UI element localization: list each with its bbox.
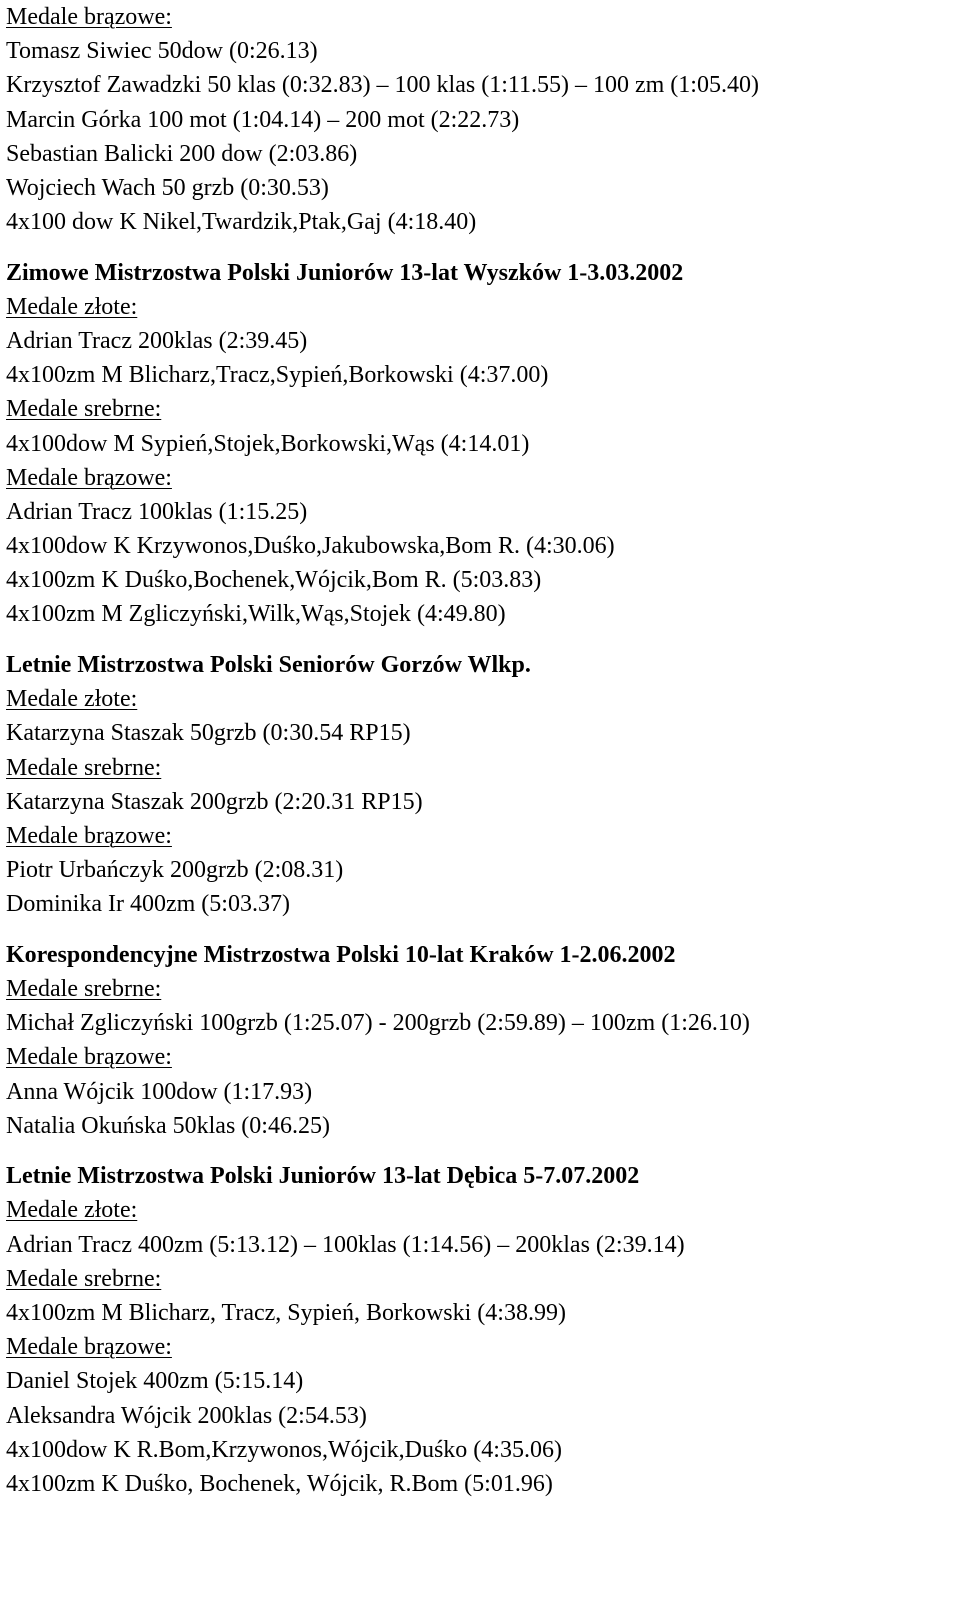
medal-group-label-row <box>6 751 954 785</box>
result-entry: Sebastian Balicki 200 dow (2:03.86) <box>6 140 358 167</box>
medal-group-label-row <box>6 1330 954 1364</box>
medal-label: Medale złote: <box>6 1197 138 1224</box>
result-entry: Adrian Tracz 100klas (1:15.25) <box>6 498 308 525</box>
result-entry: Wojciech Wach 50 grzb (0:30.53) <box>6 174 329 201</box>
result-entry: 4x100zm M Blicharz, Tracz, Sypień, Borkowski (4:38.99) <box>6 1299 566 1326</box>
medal-group-label-row <box>6 682 954 716</box>
result-entry: 4x100zm M Blicharz,Tracz,Sypień,Borkowski (4:37.00) <box>6 362 549 389</box>
result-entry: 4x100dow M Sypień,Stojek,Borkowski,Wąs (4:14.01) <box>6 430 530 457</box>
result-entry: 4x100dow K Krzywonos,Duśko,Jakubowska,Bom R. (4:30.06) <box>6 533 615 560</box>
document-page <box>6 0 954 1501</box>
result-entry: Marcin Górka 100 mot (1:04.14) – 200 mot (2:22.73) <box>6 106 520 133</box>
result-entry: 4x100zm K Duśko, Bochenek, Wójcik, R.Bom (5:01.96) <box>6 1470 553 1497</box>
result-entry: Tomasz Siwiec 50dow (0:26.13) <box>6 38 318 65</box>
medal-label: Medale brązowe: <box>6 464 172 491</box>
medal-group-label-row <box>6 1262 954 1296</box>
section-gap <box>6 632 954 648</box>
medal-label: Medale srebrne: <box>6 754 162 781</box>
medal-label: Medale srebrne: <box>6 396 162 423</box>
result-entry: Katarzyna Staszak 200grzb (2:20.31 RP15) <box>6 788 423 815</box>
medal-group-label-row <box>6 0 954 34</box>
result-entry: Adrian Tracz 400zm (5:13.12) – 100klas (1:14.56) – 200klas (2:39.14) <box>6 1231 685 1258</box>
section-heading: Zimowe Mistrzostwa Polski Juniorów 13-lat Wyszków 1-3.03.2002 <box>6 259 684 286</box>
medal-group-label-row <box>6 392 954 426</box>
medal-label: Medale brązowe: <box>6 4 172 30</box>
medal-label: Medale srebrne: <box>6 975 162 1002</box>
result-entry: Piotr Urbańczyk 200grzb (2:08.31) <box>6 857 344 884</box>
section-heading: Letnie Mistrzostwa Polski Seniorów Gorzów Wlkp. <box>6 651 531 678</box>
section-gap <box>6 1143 954 1159</box>
medal-group-label-row <box>6 461 954 495</box>
medal-group-label-row <box>6 972 954 1006</box>
section-heading: Letnie Mistrzostwa Polski Juniorów 13-lat Dębica 5-7.07.2002 <box>6 1163 640 1190</box>
section-gap <box>6 239 954 255</box>
section-gap <box>6 921 954 937</box>
result-entry: Michał Zgliczyński 100grzb (1:25.07) - 200grzb (2:59.89) – 100zm (1:26.10) <box>6 1010 750 1037</box>
result-entry: 4x100zm M Zgliczyński,Wilk,Wąs,Stojek (4:49.80) <box>6 601 506 628</box>
medal-group-label-row <box>6 290 954 324</box>
result-entry: 4x100 dow K Nikel,Twardzik,Ptak,Gaj (4:18.40) <box>6 209 477 236</box>
result-entry: Anna Wójcik 100dow (1:17.93) <box>6 1078 313 1105</box>
result-entry: Dominika Ir 400zm (5:03.37) <box>6 891 290 918</box>
result-entry: Adrian Tracz 200klas (2:39.45) <box>6 327 308 354</box>
result-entry: Natalia Okuńska 50klas (0:46.25) <box>6 1112 330 1139</box>
result-entry: Krzysztof Zawadzki 50 klas (0:32.83) – 100 klas (1:11.55) – 100 zm (1:05.40) <box>6 72 759 99</box>
medal-label: Medale brązowe: <box>6 822 172 849</box>
medal-label: Medale brązowe: <box>6 1044 172 1071</box>
medal-group-label-row <box>6 819 954 853</box>
medal-label: Medale brązowe: <box>6 1334 172 1361</box>
medal-group-label-row <box>6 1193 954 1227</box>
medal-label: Medale złote: <box>6 686 138 713</box>
result-entry: Katarzyna Staszak 50grzb (0:30.54 RP15) <box>6 720 411 747</box>
medal-label: Medale złote: <box>6 293 138 320</box>
result-entry: 4x100dow K R.Bom,Krzywonos,Wójcik,Duśko (4:35.06) <box>6 1436 562 1463</box>
medal-group-label-row <box>6 1040 954 1074</box>
section-heading: Korespondencyjne Mistrzostwa Polski 10-lat Kraków 1-2.06.2002 <box>6 941 676 968</box>
result-entry: Daniel Stojek 400zm (5:15.14) <box>6 1368 304 1395</box>
result-entry: 4x100zm K Duśko,Bochenek,Wójcik,Bom R. (5:03.83) <box>6 567 542 594</box>
medal-label: Medale srebrne: <box>6 1265 162 1292</box>
result-entry: Aleksandra Wójcik 200klas (2:54.53) <box>6 1402 367 1429</box>
